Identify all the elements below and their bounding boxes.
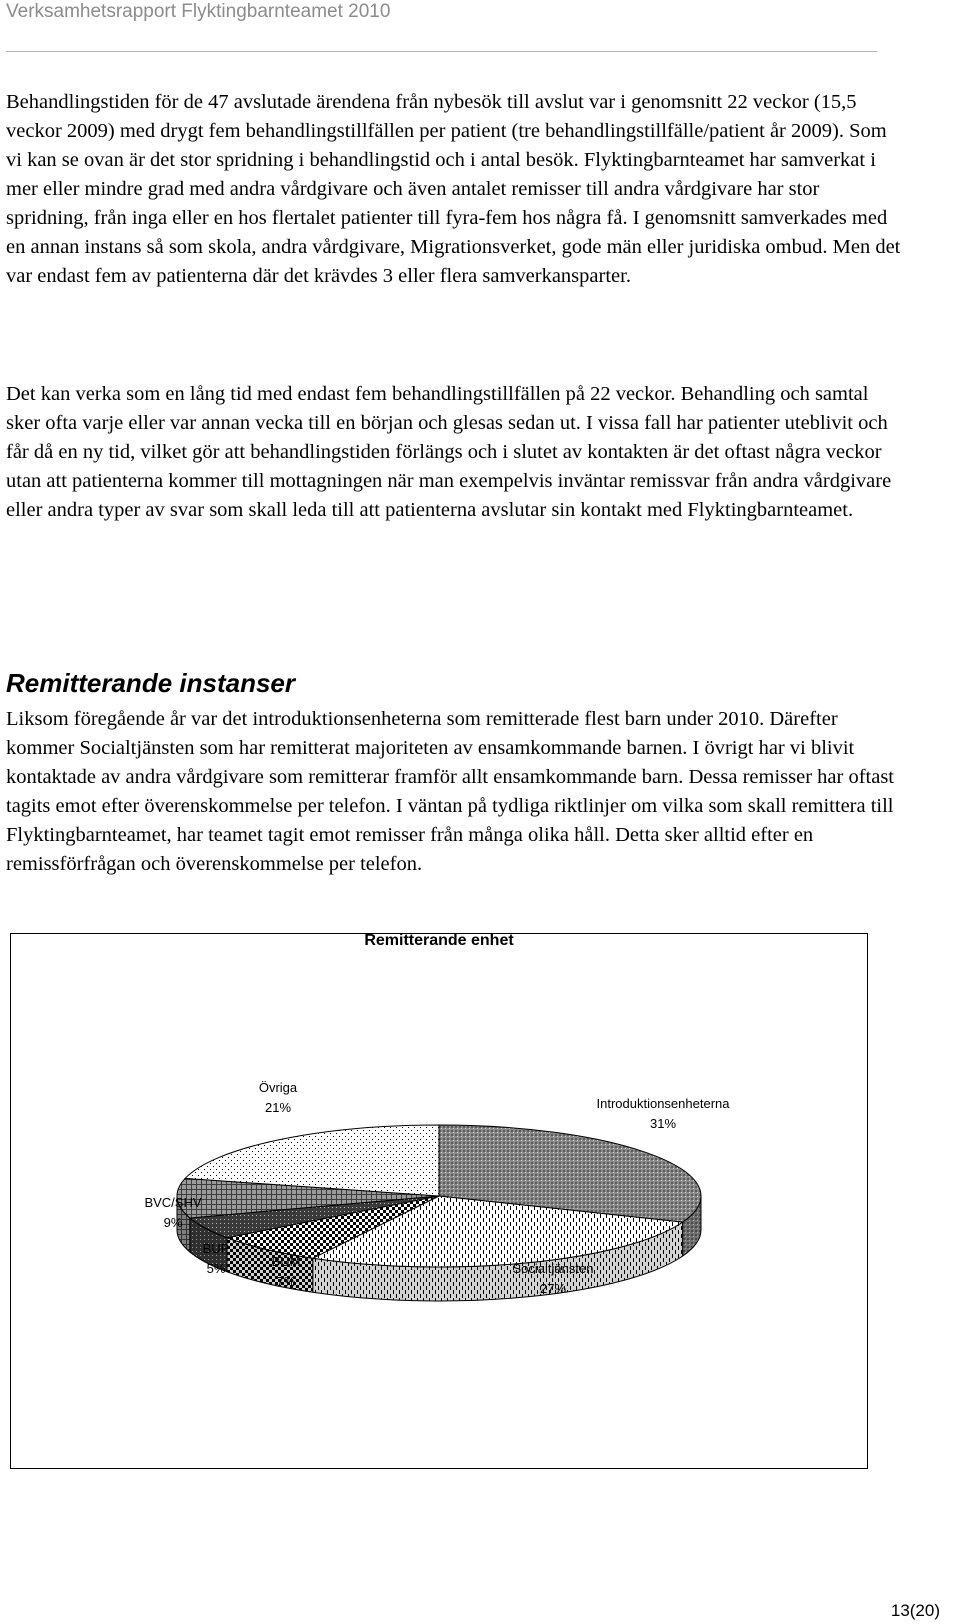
page-number: 13(20) (890, 1601, 940, 1620)
pie-chart (11, 934, 867, 1468)
header-divider (6, 51, 877, 52)
slice-value-introduktionsenheterna: 31% (649, 1116, 677, 1131)
slice-value-vriga: 21% (264, 1100, 292, 1115)
body-paragraph-treatment-time: Behandlingstiden för de 47 avslutade ärendena från nybesök till avslut var i genomsnitt 22 veckor (15,5 veckor 2009) med drygt fem behandlingstillfällen per patient (tre behandlingstillfälle/patient år 2009). Som vi kan se ovan är det stor spridning i behandlingstid och i antal besök. Flyktingbarnteamet har samverkat i mer eller mindre grad med andra vårdgivare och även antalet remisser till andra vårdgivare har stor spridning, från inga eller en hos flertalet patienter till fyra-fem hos några få. I genomsnitt samverkades med en annan instans så som skola, andra vårdgivare, Migrationsverket, gode män eller juridiska ombud. Men det var endast fem av patienterna där det krävdes 3 eller flera samverkansparter. (6, 91, 901, 287)
pie-top (177, 1125, 701, 1267)
slice-label-vriga: Övriga (258, 1080, 298, 1095)
slice-label-introduktionsenheterna: Introduktionsenheterna (596, 1096, 730, 1111)
body-paragraph-treatment-sessions: Det kan verka som en lång tid med endast fem behandlingstillfällen på 22 veckor. Behandling och samtal sker ofta varje eller var annan vecka till en början och glesas sedan ut. I vissa fall har patienter uteblivit och får då en ny tid, vilket gör att behandlingstiden förlängs och i slutet av kontakten är det oftast några veckor utan att patienterna kommer till mottagningen när man exempelvis inväntar remissvar från andra vårdgivare eller andra typer av svar som skall leda till att patienterna avslutar sin kontakt med Flyktingbarnteamet. (6, 383, 892, 521)
pie-chart-frame (10, 933, 868, 1469)
slice-value-socialtj-nsten: 27% (539, 1281, 567, 1296)
body-paragraph-referrals: Liksom föregående år var det introduktionsenheterna som remitterade flest barn under 2010. Därefter kommer Socialtjänsten som har remitterat majoriteten av ensamkommande barnen. I övrigt har vi blivit kontaktade av andra vårdgivare som remitterar framför allt ensamkommande barn. Dessa remisser har oftast tagits emot efter överenskommelse per telefon. I väntan på tydliga riktlinjer om vilka som skall remittera till Flyktingbarnteamet, har teamet tagit emot remisser från många olika håll. Detta sker alltid efter en remissförfrågan och överenskommelse per telefon. (6, 708, 894, 875)
slice-label-bup: BUP (202, 1241, 230, 1256)
slice-value-bup: 5% (206, 1261, 226, 1276)
slice-label-bvc-shv: BVC/SHV (144, 1195, 202, 1210)
slice-value-bum: 7% (276, 1274, 296, 1289)
running-header: Verksamhetsrapport Flyktingbarnteamet 2010 (6, 1, 391, 22)
slice-label-bum: BUM (271, 1254, 301, 1269)
slice-label-socialtj-nsten: Socialtjänsten (512, 1261, 594, 1276)
section-heading: Remitterande instanser (6, 668, 295, 698)
chart-title: Remitterande enhet (364, 934, 514, 949)
slice-value-bvc-shv: 9% (163, 1215, 183, 1230)
